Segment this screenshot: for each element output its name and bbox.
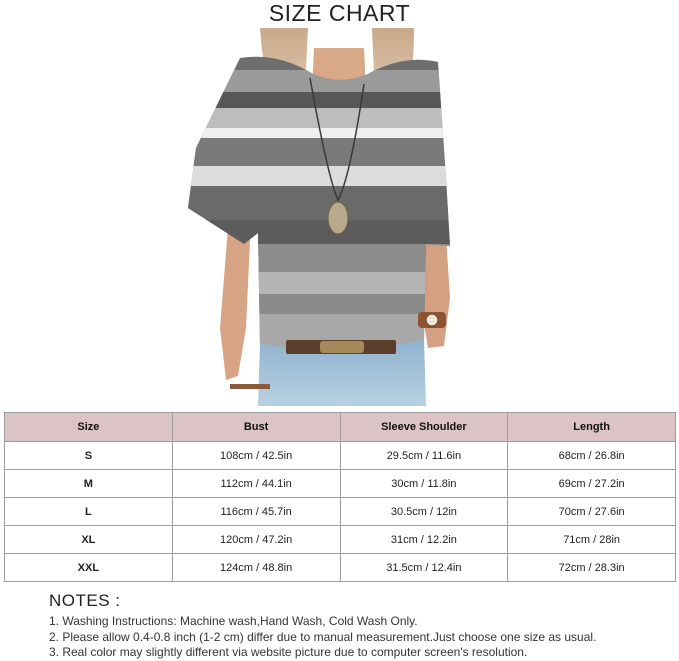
length-cell: 70cm / 27.6in xyxy=(508,498,676,526)
column-header-sleeve-shoulder: Sleeve Shoulder xyxy=(340,413,508,442)
sleeve-shoulder-cell: 30.5cm / 12in xyxy=(340,498,508,526)
size-cell: S xyxy=(5,442,173,470)
table-row xyxy=(5,442,676,470)
page-title: SIZE CHART xyxy=(268,0,411,26)
length-cell: 69cm / 27.2in xyxy=(508,470,676,498)
column-header-size: Size xyxy=(5,413,173,442)
table-row xyxy=(5,470,676,498)
note-item: 1. Washing Instructions: Machine wash,Hand Wash, Cold Wash Only. xyxy=(49,614,418,628)
model-tshirt-photo xyxy=(188,28,492,406)
bust-cell: 124cm / 48.8in xyxy=(172,554,340,582)
table-header-row xyxy=(5,413,676,442)
notes-section xyxy=(49,592,669,661)
sleeve-shoulder-cell: 31.5cm / 12.4in xyxy=(340,554,508,582)
size-cell: M xyxy=(5,470,173,498)
column-header-bust: Bust xyxy=(172,413,340,442)
note-item: 3. Real color may slightly different via website picture due to computer screen's resolution. xyxy=(49,645,528,659)
size-cell: XL xyxy=(5,526,173,554)
size-chart-table xyxy=(4,412,676,582)
sleeve-shoulder-cell: 29.5cm / 11.6in xyxy=(340,442,508,470)
sleeve-shoulder-cell: 30cm / 11.8in xyxy=(340,470,508,498)
note-item: 2. Please allow 0.4-0.8 inch (1-2 cm) differ due to manual measurement.Just choose one size as usual. xyxy=(49,629,597,644)
table-row xyxy=(5,554,676,582)
size-cell: XXL xyxy=(5,554,173,582)
length-cell: 68cm / 26.8in xyxy=(508,442,676,470)
length-cell: 71cm / 28in xyxy=(508,526,676,554)
bust-cell: 116cm / 45.7in xyxy=(172,498,340,526)
table-row xyxy=(5,526,676,554)
size-cell: L xyxy=(5,498,173,526)
bust-cell: 120cm / 47.2in xyxy=(172,526,340,554)
bust-cell: 108cm / 42.5in xyxy=(172,442,340,470)
table-row xyxy=(5,498,676,526)
notes-title: NOTES : xyxy=(49,591,121,610)
column-header-length: Length xyxy=(508,413,676,442)
bust-cell: 112cm / 44.1in xyxy=(172,470,340,498)
sleeve-shoulder-cell: 31cm / 12.2in xyxy=(340,526,508,554)
length-cell: 72cm / 28.3in xyxy=(508,554,676,582)
